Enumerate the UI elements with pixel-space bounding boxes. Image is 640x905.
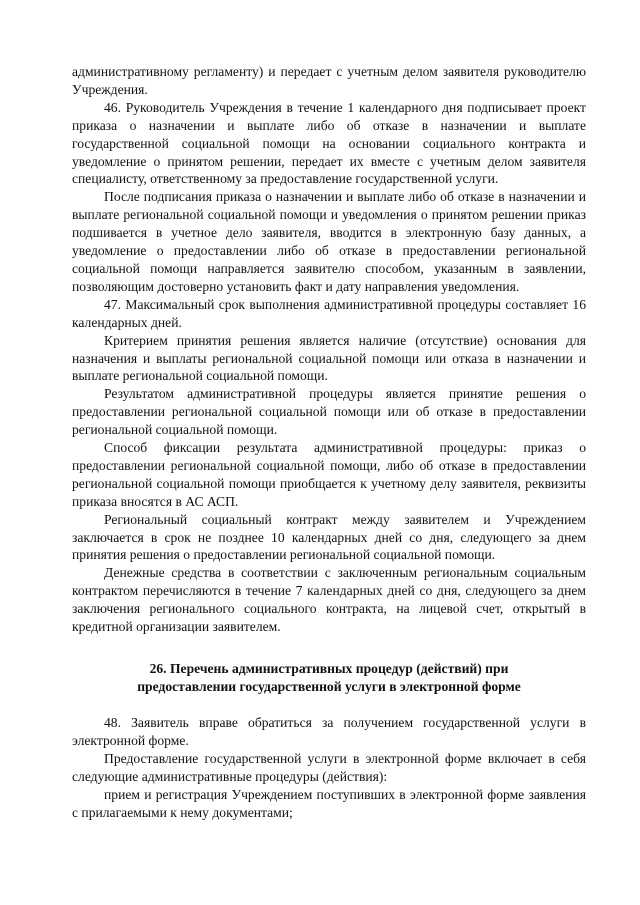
paragraph: Результатом административной процедуры является принятие решения о предоставлении региональной социальной помощи или об отказе в предоставлении региональной социальной помощи. [72,386,586,438]
document-body [72,63,586,821]
section-heading-line-2: предоставлении государственной услуги в электронной форме [137,679,521,694]
paragraph: Критерием принятия решения является наличие (отсутствие) основания для назначения и выплаты региональной социальной помощи или отказа в назначении и выплате региональной социальной помощи. [72,332,586,384]
paragraph: Способ фиксации результата административной процедуры: приказ о предоставлении региональной социальной помощи, либо об отказе в предоставлении региональной социальной помощи приобщается к учетному делу заявителя, реквизиты приказа вносятся в АС АСП. [72,440,586,509]
paragraph: После подписания приказа о назначении и выплате либо об отказе в назначении и выплате региональной социальной помощи и уведомления о принятом решении приказ подшивается в учетное дело заявителя, вводится в электронную базу данных, а уведомление о предоставлении либо об отказе в предоставлении региональной социальной помощи направляется заявителю способом, указанным в заявлении, позволяющим достоверно установить факт и дату направления уведомления. [72,189,586,294]
paragraph-item-47: 47. Максимальный срок выполнения административной процедуры составляет 16 календарных дней. [72,296,586,330]
paragraph: административному регламенту) и передает с учетным делом заявителя руководителю Учреждения. [72,64,586,97]
paragraph-item-46: 46. Руководитель Учреждения в течение 1 календарного дня подписывает проект приказа о назначении и выплате либо об отказе в назначении и выплате государственной социальной помощи на основании социального контракта и уведомление о принятом решении, передает их вместе с учетным делом заявителя специалисту, ответственному за предоставление государственной услуги. [72,99,586,187]
section-heading [72,660,586,696]
paragraph: Региональный социальный контракт между заявителем и Учреждением заключается в срок не позднее 10 календарных дней со дня, следующего за днем принятия решения о предоставлении региональной социальной помощи. [72,511,586,563]
paragraph: прием и регистрация Учреждением поступивших в электронной форме заявления с прилагаемыми к нему документами; [72,786,586,820]
paragraph: Денежные средства в соответствии с заключенным региональным социальным контрактом перечисляются в течение 7 календарных дней со дня, следующего за днем заключения регионального социального контракта, на лицевой счет, открытый в кредитной организации заявителем. [72,565,586,635]
paragraph-item-48: 48. Заявитель вправе обратиться за получением государственной услуги в электронной форме. [72,715,586,748]
paragraph: Предоставление государственной услуги в электронной форме включает в себя следующие административные процедуры (действия): [72,750,586,784]
section-heading-line-1: 26. Перечень административных процедур (действий) при [149,661,509,676]
